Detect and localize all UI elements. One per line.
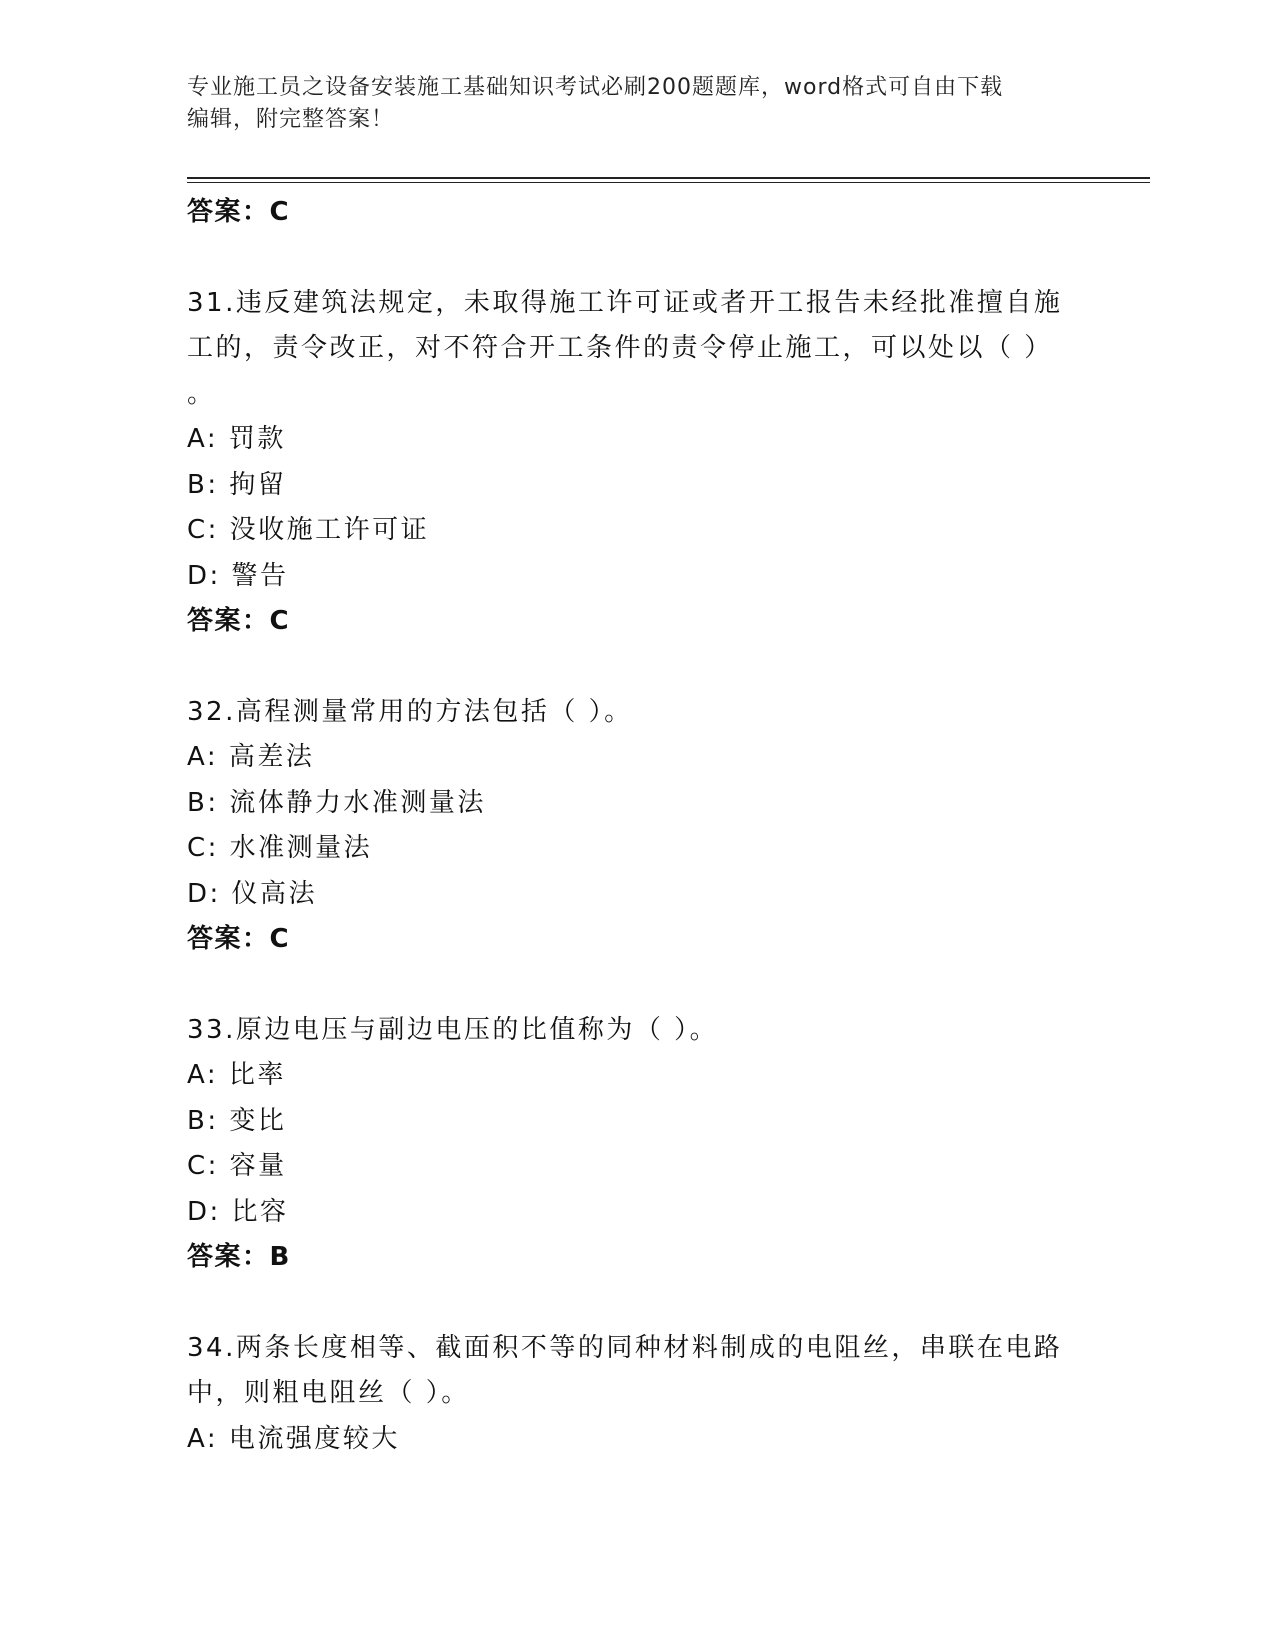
question-32-option-a: A: 高差法 — [187, 742, 315, 772]
answer-30: 答案：C — [187, 197, 291, 227]
question-31 — [187, 281, 1087, 645]
question-33-text-line-1: 33.原边电压与副边电压的比值称为（ ）。 — [187, 1014, 719, 1045]
question-31-text-line-2: 工的，责令改正，对不符合开工条件的责令停止施工，可以处以（ ） — [187, 333, 1053, 363]
question-31-option-b: B: 拘留 — [187, 469, 287, 500]
question-34-option-a: A: 电流强度较大 — [187, 1423, 400, 1454]
header-line-2: 编辑，附完整答案！ — [187, 107, 395, 132]
question-32-option-d: D: 仪高法 — [187, 878, 318, 909]
question-33-answer: 答案：B — [187, 1242, 291, 1272]
question-34-text-line-2: 中，则粗电阻丝（ ）。 — [187, 1378, 470, 1408]
question-31-option-d: D: 警告 — [187, 560, 289, 591]
question-33-option-c: C: 容量 — [187, 1151, 287, 1181]
question-32-option-c: C: 水准测量法 — [187, 833, 373, 863]
question-32 — [187, 690, 1087, 963]
question-31-option-c: C: 没收施工许可证 — [187, 515, 430, 545]
question-34 — [187, 1326, 1087, 1463]
question-32-text-line-1: 32.高程测量常用的方法包括（ ）。 — [187, 696, 633, 727]
question-31-text-line-3: 。 — [187, 378, 216, 409]
question-32-answer: 答案：C — [187, 924, 291, 954]
question-33-option-d: D: 比容 — [187, 1196, 289, 1227]
question-34-text-line-1: 34.两条长度相等、截面积不等的同种材料制成的电阻丝，串联在电路 — [187, 1332, 1063, 1363]
header-divider-thin — [187, 182, 1150, 183]
question-32-option-b: B: 流体静力水准测量法 — [187, 787, 486, 818]
question-33-option-b: B: 变比 — [187, 1105, 287, 1136]
header-line-1: 专业施工员之设备安装施工基础知识考试必刷200题题库，word格式可自由下载 — [187, 75, 1004, 100]
document-header — [187, 72, 1087, 136]
question-31-answer: 答案：C — [187, 606, 291, 636]
document-body — [187, 190, 1087, 1462]
question-33 — [187, 1008, 1087, 1281]
header-divider-thick — [187, 177, 1150, 179]
question-33-option-a: A: 比率 — [187, 1060, 286, 1090]
question-31-option-a: A: 罚款 — [187, 424, 286, 454]
question-31-text-line-1: 31.违反建筑法规定，未取得施工许可证或者开工报告未经批准擅自施 — [187, 287, 1063, 318]
